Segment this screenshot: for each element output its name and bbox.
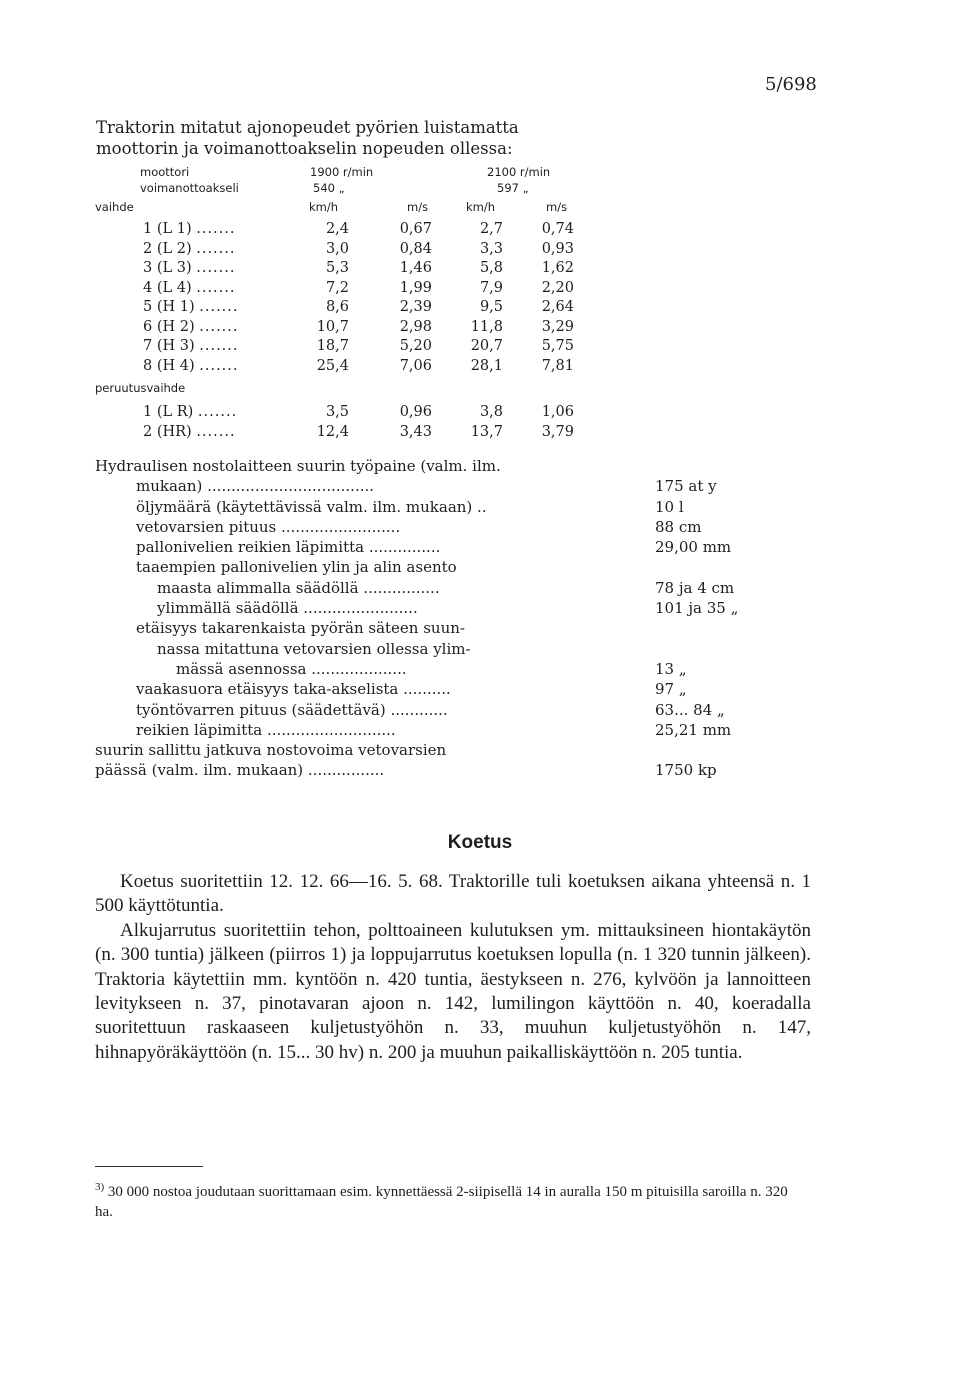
speed-kmh-1900: 25,4: [316, 357, 349, 374]
gear-label: [143, 403, 237, 423]
gear-name: 5 (H 1): [143, 299, 195, 315]
speed-ms-1900: 0,84: [399, 240, 432, 257]
paragraph: Alkujarrutus suoritettiin tehon, polttoaineen kulutuksen ym. mittauksineen hiontakäytön (n. 300 tuntia) jälkeen (piirros 1) ja loppujarrutus koetuksen lopulla (n. 1 320 tunnin jälkeen). Traktoria käytettiin mm. kyntöön n. 420 tuntia, äestykseen n. 276, kylvöön ja lannoitteen levitykseen n. 37, pinotavaran ajoon n. 142, lumilingon käyttöön n. 40, koeradalla suoritettuun raskaaseen kuljetustyöhön n. 33, muuhun kuljetustyöhön n. 147, hihnapyöräkäyttöön (n. 15... 30 hv) n. 200 ja muuhun paikalliskäyttöön n. 205 tuntia.: [95, 919, 811, 1063]
speed-ms-2100: 0,93: [541, 240, 574, 257]
footnote-mark: 3): [95, 1181, 105, 1193]
gear-label: [143, 240, 236, 260]
table-row: [95, 240, 575, 260]
spec-item: [95, 598, 805, 618]
gear-name: 1 (L 1): [143, 221, 192, 237]
speed-kmh-1900: 3,0: [325, 240, 349, 257]
gear-label: [143, 318, 239, 338]
speed-kmh-1900: 12,4: [316, 423, 349, 440]
spec-text: vaakasuora etäisyys taka-akselista ..........: [136, 680, 451, 699]
spec-text: ylimmällä säädöllä ........................: [157, 599, 418, 618]
gear-label: [143, 298, 239, 318]
speed-ms-2100: 1,06: [541, 404, 574, 420]
intro-text: [96, 117, 519, 159]
body-text: [95, 870, 811, 1065]
table-row: [95, 357, 575, 377]
gear-name: 8 (H 4): [143, 357, 195, 374]
gear-label: [143, 259, 236, 279]
reverse-gear-label: peruutusvaihde: [95, 381, 186, 395]
speed-kmh-1900: 3,5: [325, 404, 349, 420]
table-row: [95, 403, 575, 423]
spec-value: 1750 kp: [655, 761, 717, 780]
unit-ms-1: m/s: [407, 200, 429, 214]
spec-value: 97 „: [655, 680, 687, 699]
speed-kmh-2100: 3,3: [479, 240, 503, 257]
gear-name: 1 (L R): [143, 404, 194, 420]
spec-text: pallonivelien reikien läpimitta ...............: [136, 538, 441, 557]
gear-label: [143, 337, 239, 357]
speed-ms-2100: 7,81: [541, 357, 574, 374]
speed-kmh-2100: 7,9: [479, 279, 503, 296]
specs-list: [95, 456, 805, 781]
header-vaihde: vaihde: [95, 200, 134, 214]
spec-value: 101 ja 35 „: [655, 599, 739, 618]
header-rpm2: 2100 r/min: [487, 165, 551, 179]
speed-kmh-2100: 5,8: [479, 260, 503, 276]
spec-text: etäisyys takarenkaista pyörän säteen suun-: [136, 619, 465, 638]
gear-label: [143, 357, 239, 377]
gear-name: 6 (H 2): [143, 318, 195, 335]
unit-kmh-1: km/h: [309, 200, 339, 214]
leader-dots: .......: [196, 260, 236, 276]
speed-kmh-1900: 5,3: [325, 260, 349, 276]
section-heading: Koetus: [447, 832, 513, 853]
header-moottori: moottori: [140, 165, 190, 179]
speed-kmh-1900: 2,4: [325, 221, 349, 237]
spec-text: taaempien pallonivelien ylin ja alin asento: [136, 558, 457, 577]
leader-dots: .......: [196, 423, 236, 440]
gear-name: 7 (H 3): [143, 338, 195, 354]
speed-ms-2100: 5,75: [541, 338, 574, 354]
speed-ms-1900: 2,98: [399, 318, 432, 335]
speed-ms-2100: 3,29: [541, 318, 574, 335]
footnote-rule: [95, 1166, 203, 1167]
footnote-text: 30 000 nostoa joudutaan suorittamaan esim. kynnettäessä 2-siipisellä 14 in auralla 150 m pituisilla saroilla n. 320 ha.: [95, 1184, 788, 1220]
table-row: [95, 279, 575, 299]
header-rpm2-pto: 597 „: [497, 181, 529, 195]
spec-text: vetovarsien pituus .........................: [136, 517, 401, 536]
spec-item: [95, 517, 805, 537]
spec-value: 10 l: [655, 497, 684, 516]
spec-item: [95, 700, 805, 720]
gear-label: [143, 423, 236, 443]
spec-item: [95, 537, 805, 557]
spec-text: öljymäärä (käytettävissä valm. ilm. mukaan) ..: [136, 497, 487, 516]
speed-ms-1900: 0,96: [399, 404, 432, 420]
leader-dots: .......: [196, 279, 236, 296]
spec-value: 25,21 mm: [655, 720, 732, 739]
speed-kmh-2100: 20,7: [470, 338, 503, 354]
page-number: 5/698: [765, 74, 817, 95]
speed-ms-1900: 5,20: [399, 338, 432, 354]
table-row: [95, 259, 575, 279]
table-row: [95, 337, 575, 357]
spec-item: [95, 456, 805, 497]
gear-label: [143, 220, 236, 240]
speed-kmh-2100: 13,7: [470, 423, 503, 440]
gear-name: 2 (L 2): [143, 240, 192, 257]
speed-kmh-2100: 3,8: [479, 404, 503, 420]
speed-ms-1900: 7,06: [399, 357, 432, 374]
spec-value: 88 cm: [655, 517, 702, 536]
paragraph: Koetus suoritettiin 12. 12. 66—16. 5. 68. Traktorille tuli koetuksen aikana yhteensä n. 1 500 käyttötuntia.: [95, 871, 811, 917]
spec-text: suurin sallittu jatkuva nostovoima vetovarsien: [95, 741, 447, 760]
leader-dots: .......: [196, 221, 236, 237]
speed-kmh-2100: 11,8: [470, 318, 503, 335]
unit-kmh-2: km/h: [466, 200, 496, 214]
speed-ms-1900: 1,99: [399, 279, 432, 296]
header-rpm1: 1900 r/min: [310, 165, 374, 179]
spec-value: 13 „: [655, 659, 687, 678]
spec-text: reikien läpimitta ...........................: [136, 720, 396, 739]
intro-line: moottorin ja voimanottoakselin nopeuden ollessa:: [96, 139, 513, 158]
spec-text: päässä (valm. ilm. mukaan) ................: [95, 761, 385, 780]
spec-item: [95, 720, 805, 740]
spec-value: 63... 84 „: [655, 700, 725, 719]
spec-item: [95, 557, 805, 598]
leader-dots: .......: [196, 240, 236, 257]
speed-kmh-2100: 28,1: [470, 357, 503, 374]
speed-ms-2100: 3,79: [541, 423, 574, 440]
speed-kmh-1900: 7,2: [325, 279, 349, 296]
gear-name: 4 (L 4): [143, 279, 192, 296]
speed-table: [95, 163, 575, 442]
spec-text: maasta alimmalla säädöllä ................: [157, 578, 440, 597]
leader-dots: .......: [197, 404, 238, 420]
table-row: [95, 423, 575, 443]
speed-kmh-1900: 18,7: [316, 338, 349, 354]
spec-value: 78 ja 4 cm: [655, 578, 735, 597]
header-rpm1-pto: 540 „: [313, 181, 345, 195]
table-row: [95, 318, 575, 338]
speed-ms-2100: 2,64: [541, 299, 574, 315]
gear-label: [143, 279, 236, 299]
footnote: [95, 1177, 807, 1222]
spec-text: mukaan) ...................................: [136, 477, 375, 496]
speed-ms-1900: 2,39: [399, 299, 432, 315]
spec-item: [95, 679, 805, 699]
speed-ms-1900: 1,46: [399, 260, 432, 276]
spec-text: mässä asennossa ....................: [176, 659, 407, 678]
spec-item: [95, 497, 805, 517]
gear-name: 2 (HR): [143, 423, 192, 440]
leader-dots: .......: [199, 357, 239, 374]
spec-item: [95, 740, 805, 781]
spec-item: [95, 618, 805, 679]
spec-text: nassa mitattuna vetovarsien ollessa ylim-: [157, 639, 471, 658]
speed-ms-1900: 3,43: [399, 423, 432, 440]
speed-ms-1900: 0,67: [399, 221, 432, 237]
leader-dots: .......: [199, 338, 239, 354]
speed-ms-2100: 0,74: [541, 221, 574, 237]
speed-kmh-2100: 9,5: [479, 299, 503, 315]
speed-ms-2100: 2,20: [541, 279, 574, 296]
speed-kmh-2100: 2,7: [479, 221, 503, 237]
speed-kmh-1900: 10,7: [316, 318, 349, 335]
leader-dots: .......: [199, 299, 239, 315]
table-row: [95, 220, 575, 240]
leader-dots: .......: [199, 318, 239, 335]
intro-line: Traktorin mitatut ajonopeudet pyörien luistamatta: [96, 118, 519, 137]
spec-value: 29,00 mm: [655, 538, 732, 557]
speed-ms-2100: 1,62: [541, 260, 574, 276]
speed-kmh-1900: 8,6: [325, 299, 349, 315]
spec-value: 175 at y: [655, 477, 717, 496]
header-voimanotto: voimanottoakseli: [140, 181, 239, 195]
unit-ms-2: m/s: [546, 200, 568, 214]
gear-name: 3 (L 3): [143, 260, 192, 276]
spec-text: Hydraulisen nostolaitteen suurin työpaine (valm. ilm.: [95, 457, 501, 475]
table-row: [95, 298, 575, 318]
spec-text: työntövarren pituus (säädettävä) ............: [136, 700, 448, 719]
